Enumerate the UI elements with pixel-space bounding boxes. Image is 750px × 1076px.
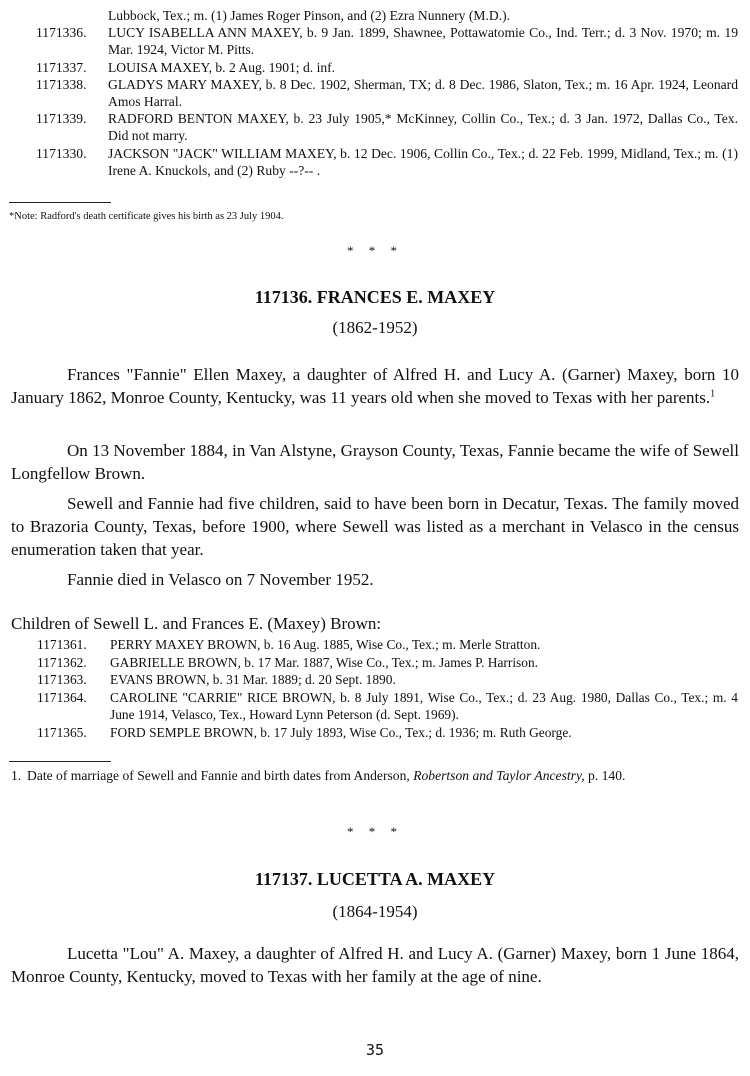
entry-continuation: Lubbock, Tex.; m. (1) James Roger Pinson, and (2) Ezra Nunnery (M.D.). [108,8,510,23]
paragraph-text: Frances "Fannie" Ellen Maxey, a daughter of Alfred H. and Lucy A. (Garner) Maxey, born 10 January 1862, Monroe County, Kentucky, was 11 years old when she moved to Texas with her parents. [11,365,739,407]
footnote-number: 1. [11,768,22,783]
entry-text: LUCY ISABELLA ANN MAXEY, b. 9 Jan. 1899, Shawnee, Pottawatomie Co., Ind. Terr.; d. 3 Nov. 1970; m. 19 Mar. 1924, Victor M. Pitts. [108,25,738,58]
child-entry [0,145,750,179]
entry-number: 1171336. [36,25,87,41]
section-heading: 117136. FRANCES E. MAXEY [254,287,496,307]
child-entry [0,59,750,76]
child-entry [0,636,750,654]
entry-number: 1171365. [37,724,87,740]
entry-number: 1171330. [36,145,87,161]
entry-number: 1171337. [36,59,87,75]
body-paragraph: On 13 November 1884, in Van Alstyne, Grayson County, Texas, Fannie became the wife of Sewell Longfellow Brown. [11,441,739,483]
birth-note: *Note: Radford's death certificate gives his birth as 23 July 1904. [9,211,284,222]
section-separator: * * * [347,824,403,839]
section-heading: 117137. LUCETTA A. MAXEY [254,869,496,889]
child-entry [0,76,750,110]
entry-text: EVANS BROWN, b. 31 Mar. 1889; d. 20 Sept. 1890. [110,672,396,688]
entry-number: 1171363. [37,672,87,688]
section-years: (1862-1952) [332,318,418,337]
child-entry [0,110,750,144]
entry-number: 1171339. [36,111,87,127]
entry-number: 1171361. [37,637,87,652]
children-heading: Children of Sewell L. and Frances E. (Maxey) Brown: [11,614,382,633]
footnote-rule [9,202,111,203]
body-paragraph: Sewell and Fannie had five children, said to have been born in Decatur, Texas. The family moved to Brazoria County, Texas, before 1900, where Sewell was listed as a merchant in Velasco in the census enumeration taken that year. [11,494,739,559]
entry-text: GABRIELLE BROWN, b. 17 Mar. 1887, Wise Co., Tex.; m. James P. Harrison. [110,654,538,670]
entry-text: RADFORD BENTON MAXEY, b. 23 July 1905,* McKinney, Collin Co., Tex.; d. 3 Jan. 1972, Dallas Co., Tex. Did not marry. [108,111,738,144]
entry-number: 1171338. [36,76,87,92]
child-entry [0,24,750,58]
body-paragraph: Fannie died in Velasco on 7 November 1952. [67,570,374,589]
footnote-title: Robertson and Taylor Ancestry, [413,768,585,783]
entry-number: 1171364. [37,689,87,705]
entry-number: 1171362. [37,654,87,670]
footnote-rule [9,761,111,762]
body-paragraph: Lucetta "Lou" A. Maxey, a daughter of Alfred H. and Lucy A. (Garner) Maxey, born 1 June 1864, Monroe County, Kentucky, moved to Texas with her family at the age of nine. [11,944,739,986]
entry-text: GLADYS MARY MAXEY, b. 8 Dec. 1902, Sherman, TX; d. 8 Dec. 1986, Slaton, Tex.; m. 16 Apr. 1924, Leonard Amos Harral. [108,76,738,110]
child-entry [0,689,750,724]
entry-text: CAROLINE "CARRIE" RICE BROWN, b. 8 July 1891, Wise Co., Tex.; d. 23 Aug. 1980, Dallas Co., Tex.; m. 4 June 1914, Velasco, Tex., Howard Lynn Peterson (d. Sept. 1969). [110,689,738,723]
footnote-body: Date of marriage of Sewell and Fannie and birth dates from Anderson, [27,768,410,783]
entry-text: FORD SEMPLE BROWN, b. 17 July 1893, Wise Co., Tex.; d. 1936; m. Ruth George. [110,724,572,740]
child-entry [0,724,750,742]
continued-children-list [0,7,750,179]
page-number: 35 [365,1041,385,1059]
entry-text: LOUISA MAXEY, b. 2 Aug. 1901; d. inf. [108,59,336,75]
footnote-text [11,767,741,784]
body-paragraph [11,364,739,410]
child-entry [0,671,750,689]
section-years: (1864-1954) [332,902,418,921]
entry-text: JACKSON "JACK" WILLIAM MAXEY, b. 12 Dec. 1906, Collin Co., Tex.; d. 22 Feb. 1999, Midland, Tex.; m. (1) Irene A. Knuckols, and (2) Ruby --?-- . [108,145,738,178]
footnote-ref: 1 [710,388,716,400]
footnote-page: p. 140. [588,768,626,783]
entry-text: PERRY MAXEY BROWN, b. 16 Aug. 1885, Wise Co., Tex.; m. Merle Stratton. [110,637,541,652]
children-list [0,636,750,742]
footnote [11,767,741,784]
child-entry [0,654,750,672]
section-separator: * * * [347,243,403,258]
